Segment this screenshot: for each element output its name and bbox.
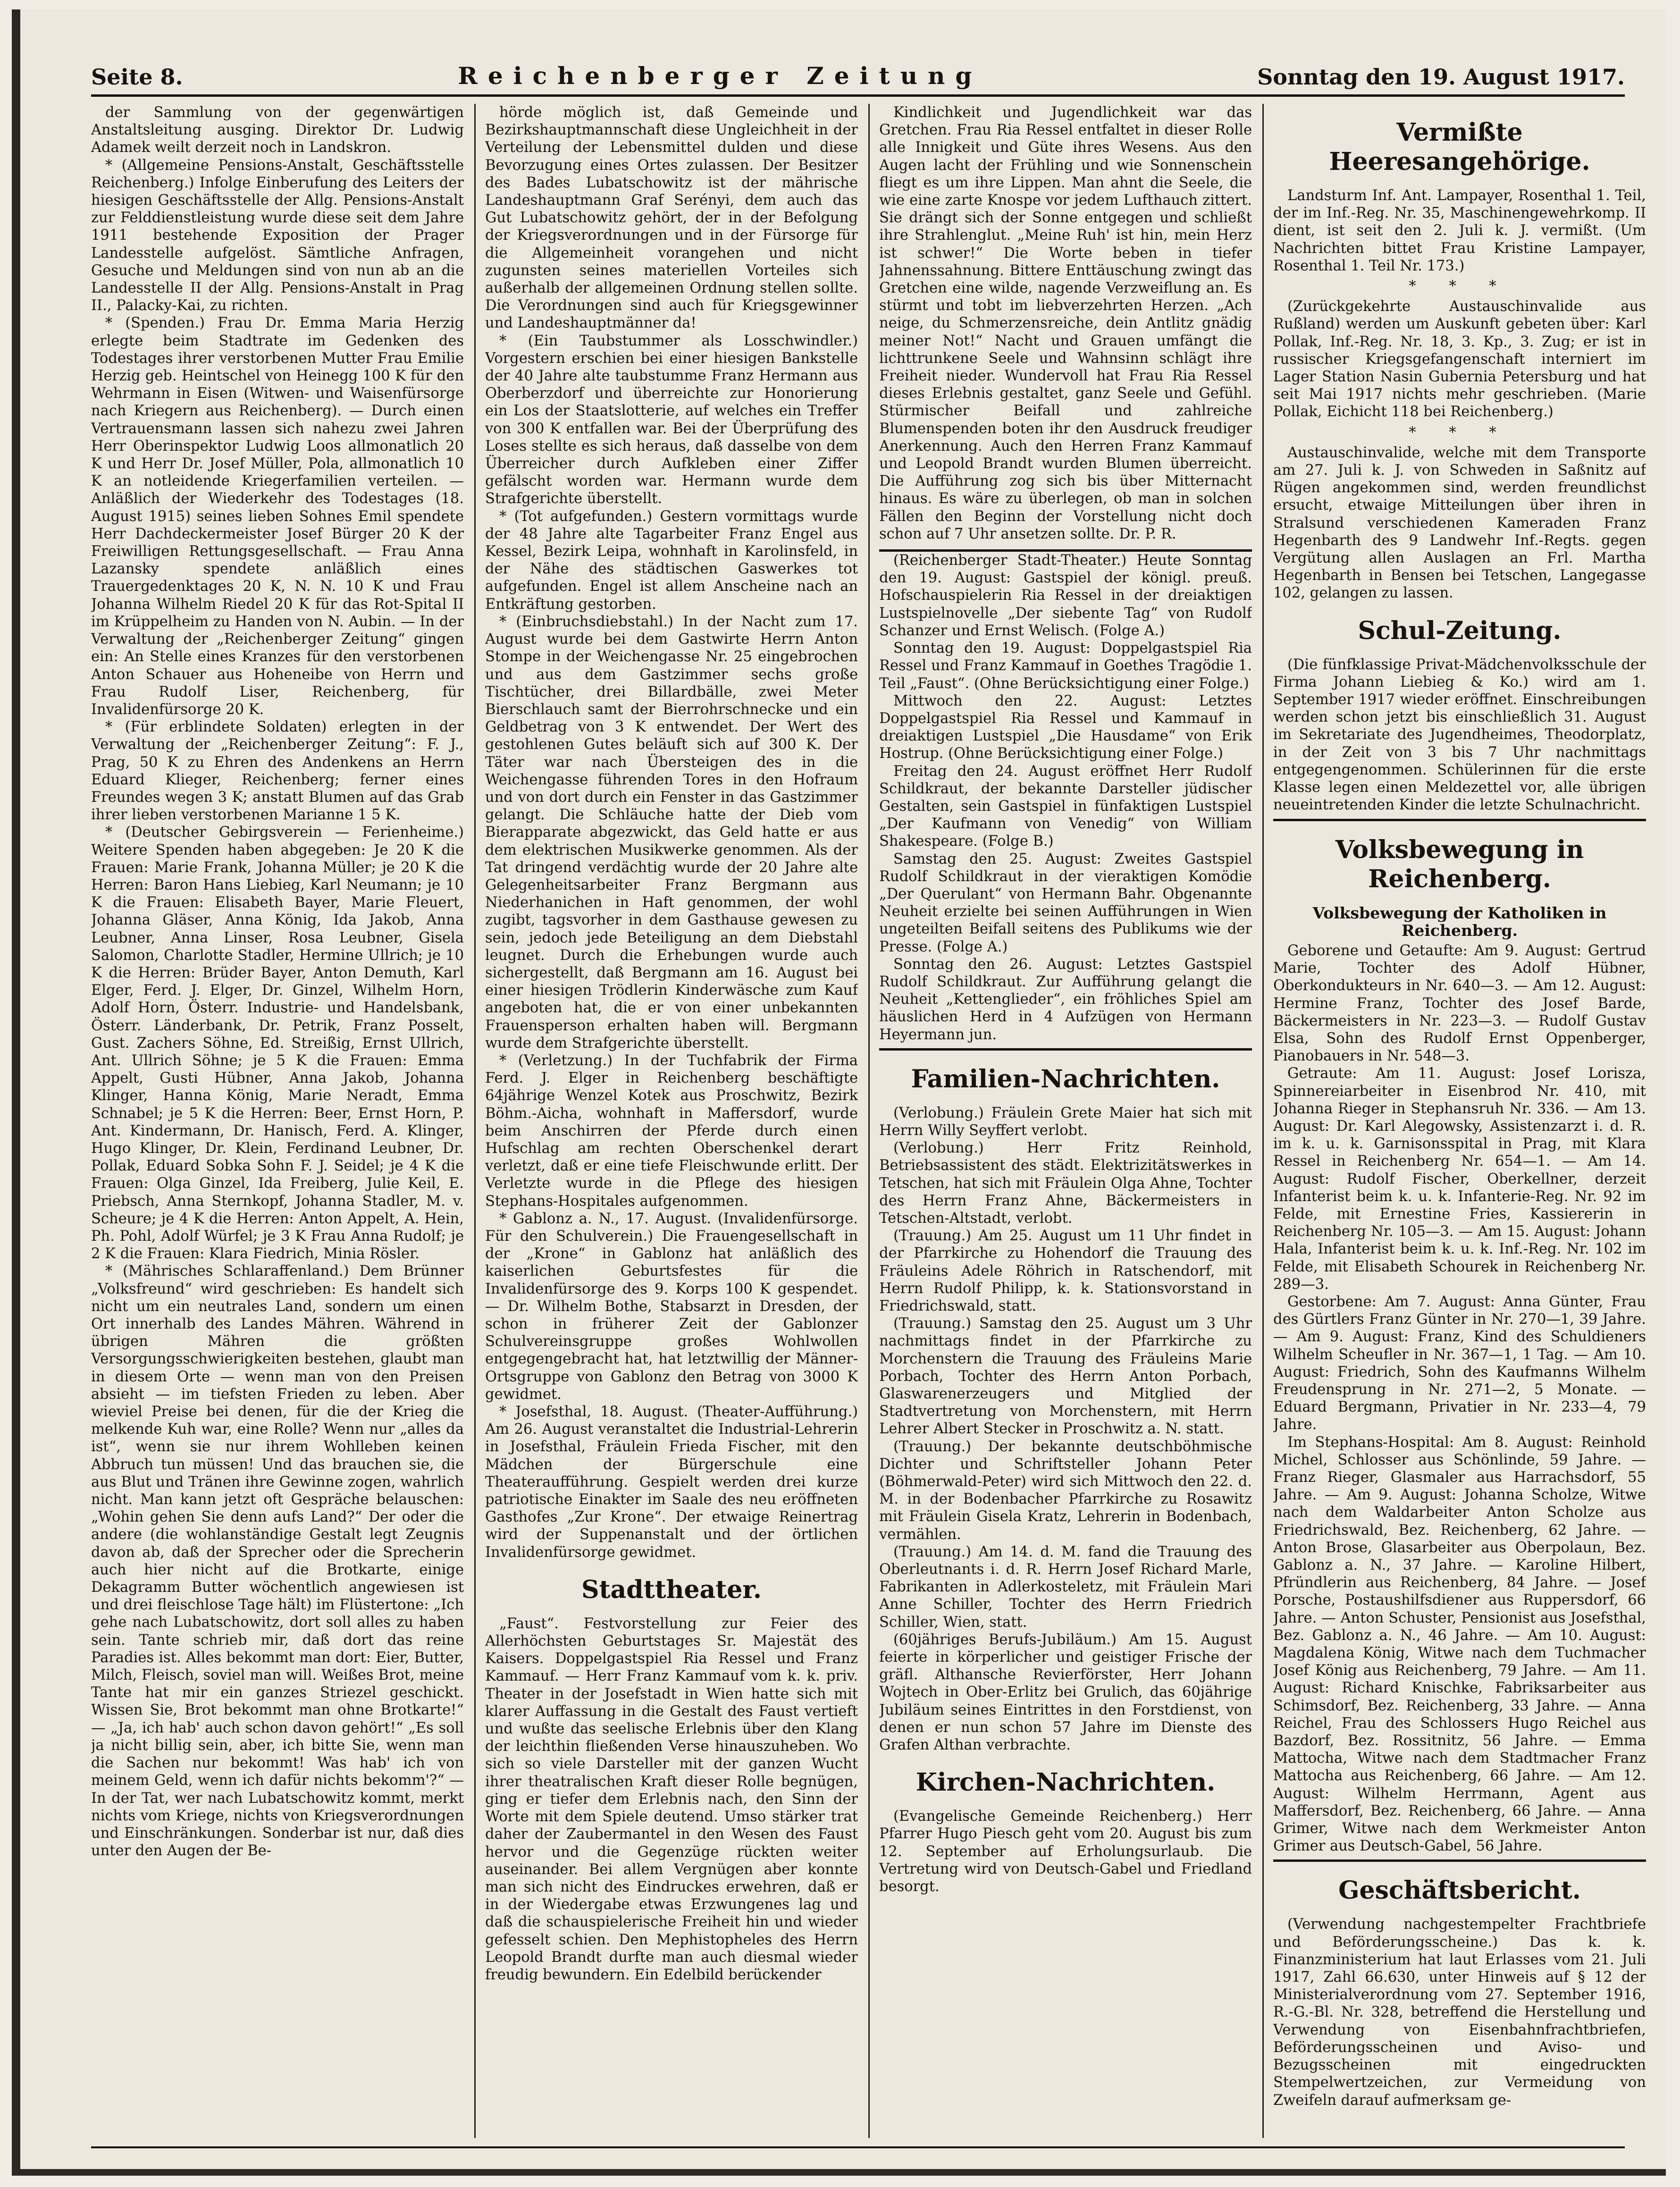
article-paragraph: Mittwoch den 22. August: Letztes Doppelgastspiel Ria Ressel und Kammauf in dreiaktigen Lustspiel „Die Hausdame“ von Erik Hostrup. (Ohne Berücksichtigung einer Folge.) bbox=[879, 692, 1252, 762]
section-heading: Familien-Nachrichten. bbox=[911, 1064, 1220, 1094]
article-paragraph: Austauschinvalide, welche mit dem Transporte am 27. Juli k. J. von Schweden in Saßnitz auf Rügen angekommen sind, werden freundlichst ersucht, etwaige Mitteilungen über ihren in Stralsund verschiedenen Kameraden Franz Hegenbarth des 9 Landwehr Inf.-Regts. gegen Vergütung allen Auslagen an Frl. Martha Hegenbarth in Bensen bei Tetschen, Langegasse 102, gelangen zu lassen. bbox=[1273, 444, 1646, 602]
article-paragraph: Im Stephans-Hospital: Am 8. August: Reinhold Michel, Schlosser aus Schönlinde, 59 Jahre. — Franz Rieger, Glasmaler aus Harrachsdorf, 55 Jahre. — Am 9. August: Johanna Scholze, Witwe nach dem Waldarbeiter Anton Scholze aus Friedrichswald, Bez. Reichenberg, 62 Jahre. — Anton Brose, Glasarbeiter aus Oberpolaun, Bez. Gablonz a. N., 37 Jahre. — Karoline Hilbert, Pfründlerin aus Reichenberg, 84 Jahre. — Josef Porsche, Postaushilfsdiener aus Ruppersdorf, 66 Jahre. — Anton Schuster, Pensionist aus Josefsthal, Bez. Gablonz a. N., 46 Jahre. — Am 10. August: Magdalena König, Witwe nach dem Tuchmacher Josef König aus Reichenberg, 79 Jahre. — Am 11. August: Richard Knischke, Fabriksarbeiter aus Schimsdorf, Bez. Reichenberg, 33 Jahre. — Anna Reichel, Frau des Schlossers Hugo Reichel aus Bazdorf, Bez. Rossitnitz, 56 Jahre. — Emma Mattocha, Witwe nach dem Stadtmacher Franz Mattocha aus Reichenberg, 66 Jahre. — Am 12. August: Wilhelm Herrmann, Agent aus Maffersdorf, Bez. Reichenberg, 66 Jahre. — Anna Grimer, Witwe nach dem Werkmeister Anton Grimer aus Deutsch-Gabel, 56 Jahre. bbox=[1273, 1434, 1646, 1862]
article-paragraph: (Verlobung.) Herr Fritz Reinhold, Betriebsassistent des städt. Elektrizitätswerkes in Tetschen, hat sich mit Fräulein Olga Ahne, Tochter des Herrn Franz Ahne, Bäckermeisters in Tetschen-Altstadt, verlobt. bbox=[879, 1140, 1252, 1227]
article-paragraph: „Faust“. Festvorstellung zur Feier des Allerhöchsten Geburtstages Sr. Majestät des Kaisers. Doppelgastspiel Ria Ressel und Franz Kammauf. — Herr Franz Kammauf vom k. k. priv. Theater in der Josefstadt in Wien hatte sich mit klarer Auffassung in die Gestalt des Faust vertieft und wußte das seelische Erlebnis über den Klang der leichthin fließenden Verse hinauszuheben. Wo sich so viele Darsteller mit der ganzen Wucht ihrer theatralischen Kraft dieser Rolle begnügen, ging er tiefer dem Erlebnis nach, den Sinn der Worte mit dem Spiele deutend. Umso stärker trat daher der Zaubermantel in den Wesen des Faust hervor und die Gegenzüge rückten weiter auseinander. Bei allem Vergnügen aber konnte man sich nicht des Eindruckes erwehren, daß er in der Wiedergabe etwas Erzwungenes lag und daß die schauspielerische Freiheit hin und wieder gefesselt schien. Den Mephistopheles des Herrn Leopold Brandt durfte man auch diesmal wieder freudig bewundern. Ein Edelbild berückender bbox=[485, 1615, 858, 1983]
article-paragraph: (Verlobung.) Fräulein Grete Maier hat sich mit Herrn Willy Seyffert verlobt. bbox=[879, 1104, 1252, 1139]
bottom-rule bbox=[91, 2146, 1625, 2148]
article-paragraph: * (Allgemeine Pensions-Anstalt, Geschäftsstelle Reichenberg.) Infolge Einberufung des Leiters der hiesigen Geschäftsstelle der Allg. Pensions-Anstalt zur Felddienstleistung wurde diese seit dem Jahre 1911 bestehende Exposition der Prager Landesstelle aufgelöst. Sämtliche Anfragen, Gesuche und Meldungen sind von nun ab an die Landesstelle II der Allg. Pensions-Anstalt in Prag II., Palacky-Kai, zu richten. bbox=[91, 157, 464, 314]
section-heading: Stadttheater. bbox=[581, 1575, 762, 1604]
article-paragraph: Sonntag den 26. August: Letztes Gastspiel Rudolf Schildkraut. Zur Aufführung gelangt die Neuheit „Kettenglieder“, ein fröhliches Spiel am häuslichen Herd in 4 Aufzügen von Hermann Heyermann jun. bbox=[879, 956, 1252, 1051]
article-paragraph: * (Deutscher Gebirgsverein — Ferienheime.) Weitere Spenden haben abgegeben: Je 20 K die Frauen: Marie Frank, Johanna Müller; je 20 K die Herren: Baron Hans Liebieg, Karl Neumann; je 10 K die Frauen: Elisabeth Bayer, Marie Fleuert, Johanna Gläser, Anna König, Ida Jakob, Anna Leubner, Anna Linser, Rosa Leubner, Gisela Salomon, Charlotte Stadler, Hermine Ullrich; je 10 K die Herren: Brüder Bayer, Anton Demuth, Karl Elger, Ferd. J. Elger, Dr. Ginzel, Wilhelm Horn, Adolf Horn, Österr. Industrie- und Handelsbank, Österr. Länderbank, Dr. Petrik, Franz Posselt, Gust. Zachers Söhne, Ed. Streißig, Ernst Ullrich, Ant. Ullrich Söhne; je 5 K die Frauen: Emma Appelt, Gusti Hübner, Anna Jakob, Johanna Klinger, Hanna König, Marie Neradt, Emma Schnabel; je 5 K die Herren: Beer, Ernst Horn, P. Ant. Kindermann, Dr. Hanisch, Ferd. A. Klinger, Hugo Klinger, Dr. Klein, Ferdinand Leubner, Dr. Pollak, Eduard Sobka Sohn F. J. Seidel; je 4 K die Frauen: Olga Ginzel, Ida Freiberg, Julie Keil, E. Priebsch, Anna Sternkopf, Johanna Stadler, M. v. Scheure; je 4 K die Herren: Anton Appelt, A. Hein, Ph. Pohl, Adolf Würfel; je 3 K Frau Anna Rudolf; je 2 K die Frauen: Klara Fiedrich, Minia Rösler. bbox=[91, 824, 464, 1262]
article-paragraph: * (Für erblindete Soldaten) erlegten in der Verwaltung der „Reichenberger Zeitung“: F. J., Prag, 50 K zu Ehren des Andenkens an Herrn Eduard Klieger, Reichenberg; ferner eines Freundes wegen 3 K; anstatt Blumen auf das Grab ihrer lieben verstorbenen Marianne 1 5 K. bbox=[91, 719, 464, 824]
article-paragraph: hörde möglich ist, daß Gemeinde und Bezirkshauptmannschaft diese Ungleichheit in der Verteilung der Lebensmittel dulden und diese Bevorzugung eines Ortes zulassen. Der Besitzer des Bades Lubatschowitz ist der mährische Landeshauptmann Graf Serényi, dem auch das Gut Lubatschowitz gehört, der in der Befolgung der Kriegsverordnungen und in der Fürsorge für die Allgemeinheit vorangehen und nicht zugunsten seines materiellen Vorteiles sich außerhalb der allgemeinen Ordnung stellen sollte. Die Verordnungen sind auch für Kriegsgewinner und Landeshauptmänner da! bbox=[485, 104, 858, 332]
article-paragraph: Freitag den 24. August eröffnet Herr Rudolf Schildkraut, der bekannte Darsteller jüdischer Gestalten, sein Gastspiel in fünfaktigen Lustspiel „Der Kaufmann von Venedig“ von William Shakespeare. (Folge B.) bbox=[879, 763, 1252, 850]
column-rule bbox=[868, 104, 870, 2138]
article-paragraph: Sonntag den 19. August: Doppelgastspiel Ria Ressel und Franz Kammauf in Goethes Tragödie 1. Teil „Faust“. (Ohne Berücksichtigung einer Folge.) bbox=[879, 640, 1252, 692]
column-1 bbox=[91, 104, 464, 2147]
separator-stars: * * * bbox=[1409, 278, 1511, 295]
article-paragraph: (Verwendung nachgestempelter Frachtbriefe und Beförderungsscheine.) Das k. k. Finanzministerium hat laut Erlasses vom 21. Juli 1917, Zahl 66.630, unter Hinweis auf § 12 der Ministerialverordnung vom 27. September 1916, R.-G.-Bl. Nr. 328, betreffend die Herstellung und Verwendung von Eisenbahnfrachtbriefen, Beförderungsscheinen und Aviso- und Bezugsscheinen mit eingedruckten Stempelwertzeichen, zur Vermeidung von Zweifeln darauf aufmerksam ge- bbox=[1273, 1916, 1646, 2109]
column-2 bbox=[485, 104, 858, 2147]
article-paragraph: Gestorbene: Am 7. August: Anna Günter, Frau des Gürtlers Franz Günter in Nr. 270—1, 39 Jahre. — Am 9. August: Franz, Kind des Schuldieners Wilhelm Scheufler in Nr. 367—1, 1 Tag. — Am 10. August: Friedrich, Sohn des Kaufmanns Wilhelm Freudensprung in Nr. 271—2, 5 Monate. — Eduard Bergmann, Privatier in Nr. 233—4, 79 Jahre. bbox=[1273, 1293, 1646, 1433]
page-header bbox=[91, 54, 1625, 97]
section-subheading: Volksbewegung der Katholiken in Reichenberg. bbox=[1312, 903, 1607, 940]
article-paragraph: (Evangelische Gemeinde Reichenberg.) Herr Pfarrer Hugo Piesch geht vom 20. August bis zum 12. September auf Erholungsurlaub. Die Vertretung wird von Deutsch-Gabel und Friedland besorgt. bbox=[879, 1808, 1252, 1895]
separator-stars: * * * bbox=[1409, 424, 1511, 441]
article-paragraph: * (Ein Taubstummer als Losschwindler.) Vorgestern erschien bei einer hiesigen Bankstelle der 40 Jahre alte taubstumme Franz Hermann aus Oberberzdorf und überreichte zur Honorierung ein Los der Staatslotterie, auf welches ein Treffer von 300 K entfallen war. Bei der Überprüfung des Loses stellte es sich heraus, daß dasselbe von dem Überreicher durch Aufkleben einer Ziffer gefälscht worden war. Hermann wurde dem Strafgerichte überstellt. bbox=[485, 332, 858, 507]
section-heading: Geschäftsbericht. bbox=[1338, 1876, 1581, 1905]
article-paragraph: * (Verletzung.) In der Tuchfabrik der Firma Ferd. J. Elger in Reichenberg beschäftigte 64jährige Wenzel Kotek aus Proschwitz, Bezirk Böhm.-Aicha, wohnhaft in Maffersdorf, wurde beim Anschirren der Pferde durch einen Hufschlag am rechten Oberschenkel derart verletzt, daß er eine tiefe Fleischwunde erlitt. Der Verletzte wurde in die Pflege des hiesigen Stephans-Hospitales aufgenommen. bbox=[485, 1052, 858, 1210]
column-3 bbox=[879, 104, 1252, 2147]
article-paragraph: * (Tot aufgefunden.) Gestern vormittags wurde der 48 Jahre alte Tagarbeiter Franz Engel aus Kessel, Bezirk Leipa, wohnhaft in Karolinsfeld, in der Nähe des städtischen Gaswerkes tot aufgefunden. Engel ist allem Anscheine nach an Entkräftung gestorben. bbox=[485, 508, 858, 613]
article-paragraph: (60jähriges Berufs-Jubiläum.) Am 15. August feierte in körperlicher und geistiger Frische der gräfl. Althansche Revierförster, Herr Johann Wojtech in Ober-Erlitz bei Grulich, das 60jährige Jubiläum seines Eintrittes in den Forstdienst, von denen er nun schon 57 Jahre im Dienste des Grafen Althan verbrachte. bbox=[879, 1631, 1252, 1754]
section-heading: Vermißte Heeresangehörige. bbox=[1329, 118, 1590, 176]
newspaper-page bbox=[12, 9, 1666, 2176]
section-heading: Kirchen-Nachrichten. bbox=[916, 1768, 1216, 1797]
page-number: Seite 8. bbox=[91, 64, 183, 90]
issue-date: Sonntag den 19. August 1917. bbox=[1257, 64, 1625, 90]
newspaper-title: Reichenberger Zeitung bbox=[458, 62, 983, 90]
article-paragraph: * (Einbruchsdiebstahl.) In der Nacht zum 17. August wurde bei dem Gastwirte Herrn Anton Stompe in der Weichengasse Nr. 25 eingebrochen und aus dem Gastzimmer sechs große Tischtücher, drei Billardbälle, zwei Meter Bierschlauch samt der Bierrohrschnecke und ein Geldbetrag von 3 K entwendet. Der Wert des gestohlenen Gutes beläuft sich auf 300 K. Der Täter war nach Übersteigen des in die Weichengasse führenden Tores in den Hofraum und von dort durch ein Fenster in das Gastzimmer gelangt. Die Schläuche hatte der Dieb vom Bierapparate abgezwickt, das Geld hatte er aus dem elektrischen Musikwerke genommen. Als der Tat dringend verdächtig wurde der 20 Jahre alte Gelegenheitsarbeiter Franz Bergmann aus Niederhanichen in Haft genommen, der wohl zugibt, tagsvorher in dem Gasthause gewesen zu sein, jedoch jede Beteiligung an dem Diebstahl leugnet. Durch die Erhebungen wurde auch sichergestellt, daß Bergmann am 16. August bei einer hiesigen Trödlerin Kinderwäsche zum Kauf angeboten hat, die er von einer unbekannten Frauensperson erhalten haben will. Bergmann wurde dem Strafgerichte überstellt. bbox=[485, 613, 858, 1051]
article-paragraph: (Zurückgekehrte Austauschinvalide aus Rußland) werden um Auskunft gebeten über: Karl Pollak, Inf.-Reg. Nr. 18, 3. Kp., 3. Zug; er ist in russischer Kriegsgefangenschaft interniert im Lager Station Nasin Gubernia Petersburg und hat seit Mai 1917 nichts mehr geschrieben. (Marie Pollak, Eichicht 118 bei Reichenberg.) bbox=[1273, 298, 1646, 421]
article-paragraph: * (Mährisches Schlaraffenland.) Dem Brünner „Volksfreund“ wird geschrieben: Es handelt sich nicht um ein neutrales Land, sondern um einen Ort innerhalb des Landes Mähren. Während in übrigen Mähren die größten Versorgungsschwierigkeiten bestehen, glaubt man in diesem Orte — wenn man von den Preisen absieht — im tiefsten Frieden zu leben. Aber wieviel Preise bei denen, für die der Krieg die melkende Kuh war, eine Rolle? Wenn nur „alles da ist“, wenn sie nur ihrem Wohlleben keinen Abbruch tun müssen! Und das brauchen sie, die aus Blut und Tränen ihre Gewinne zogen, wahrlich nicht. Man kann jetzt oft Gespräche belauschen: „Wohin gehen Sie denn aufs Land?“ Der oder die andere (die wohlanständige Gestalt legt Zeugnis davon ab, daß der Sprecher oder die Sprecherin auch hier nicht auf die Brotkarte, einige Dekagramm Butter wöchentlich angewiesen ist und drei fleischlose Tage hält) im Flüstertone: „Ich gehe nach Lubatschowitz, dort soll alles zu haben sein. Tante schrieb mir, daß dort das reine Paradies ist. Alles bekommt man dort: Eier, Butter, Milch, Fleisch, soviel man will. Weißes Brot, meine Tante hat mir ein ganzes Striezel geschickt. Wissen Sie, Brot bekommt man ohne Brotkarte!“ — „Ja, ich hab' auch schon davon gehört!“ „Es soll ja nicht billig sein, aber, ich bitte Sie, wenn man die Sachen nur bekommt! Was hab' ich von meinem Geld, wenn ich dafür nichts bekomm'?“ — In der Tat, wer nach Lubatschowitz kommt, merkt nichts vom Kriege, nichts von Kriegsverordnungen und Einschränkungen. Sonderbar ist nur, daß dies unter den Augen der Be- bbox=[91, 1263, 464, 1859]
section-heading: Volksbewegung in Reichenberg. bbox=[1335, 835, 1584, 893]
article-paragraph: (Trauung.) Am 25. August um 11 Uhr findet in der Pfarrkirche zu Hohendorf die Trauung des Fräuleins Adele Röhrich in Ratschendorf, mit Herrn Rudolf Philipp, k. k. Stationsvorstand in Friedrichswald, statt. bbox=[879, 1228, 1252, 1314]
article-paragraph: der Sammlung von der gegenwärtigen Anstaltsleitung ausging. Direktor Dr. Ludwig Adamek weilt derzeit noch in Landskron. bbox=[91, 104, 464, 156]
column-rule bbox=[474, 104, 476, 2138]
article-paragraph: * Gablonz a. N., 17. August. (Invalidenfürsorge. Für den Schulverein.) Die Frauengesellschaft in der „Krone“ in Gablonz hat anläßlich des kaiserlichen Geburtsfestes für die Invalidenfürsorge des 9. Korps 100 K gespendet. — Dr. Wilhelm Bothe, Stabsarzt in Dresden, der schon in früherer Zeit der Gablonzer Schulvereinsgruppe großes Wohlwollen entgegengebracht hat, hat letztwillig der Männer-Ortsgruppe von Gablonz den Betrag von 3000 K gewidmet. bbox=[485, 1210, 858, 1403]
article-paragraph: Kindlichkeit und Jugendlichkeit war das Gretchen. Frau Ria Ressel entfaltet in dieser Rolle alle Innigkeit und Güte ihres Wesens. Aus den Augen lacht der Frühling und wie Sonnenschein fliegt es um ihre Lippen. Man ahnt die Seele, die wie eine zarte Knospe vor jedem Lufthauch zittert. Sie drängt sich der Sonne entgegen und schließt ihre Strahlenglut. „Meine Ruh' ist hin, mein Herz ist schwer!“ Die Worte beben in tiefer Jahnenssahnung. Bittere Enttäuschung zwingt das Gretchen eine wilde, nagende Verzweiflung an. Es stürmt und tobt im liebverzehrten Herzen. „Ach neige, du Schmerzensreiche, dein Antlitz gnädig meiner Not!“ Nacht und Grauen umfängt die lichttrunkene Seele und Wahnsinn schlägt ihre Freiheit nieder. Wundervoll hat Frau Ria Ressel dieses Erlebnis gestaltet, ganz Seele und Gefühl. Stürmischer Beifall und zahlreiche Blumenspenden boten ihr den Ausdruck freudiger Anerkennung. Auch den Herren Franz Kammauf und Leopold Brandt wurden Blumen überreicht. Die Aufführung zog sich bis über Mitternacht hinaus. Es wäre zu überlegen, ob man in solchen Fällen den Beginn der Vorstellung nicht doch schon auf 7 Uhr ansetzen sollte. Dr. P. R. bbox=[879, 104, 1252, 542]
article-paragraph: * (Spenden.) Frau Dr. Emma Maria Herzig erlegte beim Stadtrate im Gedenken des Todestages ihrer verstorbenen Mutter Frau Emilie Herzig geb. Heintschel von Heinegg 100 K für den Wehrmann in Eisen (Witwen- und Waisenfürsorge nach Kriegern aus Reichenberg). — Durch einen Vertrauensmann lassen sich nahezu zwei Jahren Herr Oberinspektor Ludwig Loos allmonatlich 20 K und Herr Dr. Josef Müller, Pola, allmonatlich 10 K an notleidende Kriegerfamilien verteilen. — Anläßlich der Wiederkehr des Todestages (18. August 1915) seines lieben Sohnes Emil spendete Herr Dachdeckermeister Josef Bürger 20 K der Freiwilligen Rettungsgesellschaft. — Frau Anna Lazansky spendete anläßlich eines Trauergedenktages 20 K, N. N. 10 K und Frau Johanna Wilhelm Riedel 20 K für das Rot-Spital II im Krüppelheim zu Handen von N. Aubin. — In der Verwaltung der „Reichenberger Zeitung“ gingen ein: An Stelle eines Kranzes für den verstorbenen Anton Schauer aus Hoheneibe von Herrn und Frau Rudolf Liser, Reichenberg, für Invalidenfürsorge 20 K. bbox=[91, 315, 464, 718]
article-paragraph: Getraute: Am 11. August: Josef Lorisza, Spinnereiarbeiter in Eisenbrod Nr. 410, mit Johanna Rieger in Stephansruh Nr. 336. — Am 13. August: Dr. Karl Alegowsky, Assistenzarzt i. d. R. im k. u. k. Garnisonsspital in Prag, mit Klara Ressel in Reichenberg Nr. 654—1. — Am 14. August: Rudolf Fischer, Oberkellner, derzeit Infanterist beim k. u. k. Infanterie-Reg. Nr. 92 im Felde, mit Ernestine Fries, Kassiererin in Reichenberg Nr. 105—3. — Am 15. August: Johann Hala, Infanterist beim k. u. k. Inf.-Reg. Nr. 102 im Felde, mit Elisabeth Schourek in Reichenberg Nr. 289—3. bbox=[1273, 1065, 1646, 1293]
section-heading: Schul-Zeitung. bbox=[1358, 616, 1562, 645]
article-paragraph: (Trauung.) Der bekannte deutschböhmische Dichter und Schriftsteller Johann Peter (Böhmerwald-Peter) wird sich Mittwoch den 22. d. M. in der Bodenbacher Pfarrkirche zu Rosawitz mit Fräulein Gisela Kratz, Lehrerin in Bodenbach, vermählen. bbox=[879, 1438, 1252, 1543]
article-paragraph: Geborene und Getaufte: Am 9. August: Gertrud Marie, Tochter des Adolf Hübner, Oberkondukteurs in Nr. 640—3. — Am 12. August: Hermine Franz, Tochter des Josef Barde, Bäckermeisters in Nr. 223—3. — Rudolf Gustav Elsa, Sohn des Rudolf Ernst Oppenberger, Pianobauers in Nr. 548—3. bbox=[1273, 942, 1646, 1065]
article-paragraph: (Trauung.) Samstag den 25. August um 3 Uhr nachmittags findet in der Pfarrkirche zu Morchenstern die Trauung des Fräuleins Marie Porbach, Tochter des Herrn Anton Porbach, Glaswarenerzeugers und Mitglied der Stadtvertretung von Morchenstern, mit Herrn Lehrer Albert Stecker in Proschwitz a. N. statt. bbox=[879, 1315, 1252, 1438]
column-4 bbox=[1273, 104, 1646, 2147]
column-rule bbox=[1262, 104, 1264, 2138]
article-paragraph: * Josefsthal, 18. August. (Theater-Aufführung.) Am 26. August veranstaltet die Industrial-Lehrerin in Josefsthal, Fräulein Frieda Fischer, mit den Mädchen der Bürgerschule eine Theateraufführung. Gespielt werden drei kurze patriotische Einakter im Saale des neu eröffneten Gasthofes „Zur Krone“. Der etwaige Reinertrag wird der Suppenanstalt und der örtlichen Invalidenfürsorge gewidmet. bbox=[485, 1404, 858, 1561]
article-paragraph: (Reichenberger Stadt-Theater.) Heute Sonntag den 19. August: Gastspiel der königl. preuß. Hofschauspielerin Ria Ressel in der dreiaktigen Lustspielnovelle „Der siebente Tag“ von Rudolf Schanzer und Ernst Welisch. (Folge A.) bbox=[879, 549, 1252, 639]
article-paragraph: (Trauung.) Am 14. d. M. fand die Trauung des Oberleutnants i. d. R. Herrn Josef Richard Marle, Fabrikanten in Adlerkosteletz, mit Fräulein Mari Anne Schiller, Tochter des Herrn Friedrich Schiller, Wien, statt. bbox=[879, 1543, 1252, 1631]
article-paragraph: Samstag den 25. August: Zweites Gastspiel Rudolf Schildkraut in der vieraktigen Komödie „Der Querulant“ von Hermann Bahr. Obgenannte Neuheit erzielte bei seinen Aufführungen in Wien ungeteilten Beifall seitens des Publikums wie der Presse. (Folge A.) bbox=[879, 850, 1252, 955]
article-paragraph: Landsturm Inf. Ant. Lampayer, Rosenthal 1. Teil, der im Inf.-Reg. Nr. 35, Maschinengewehrkomp. II dient, ist seit den 2. Juli k. J. vermißt. (Um Nachrichten bittet Frau Kristine Lampayer, Rosenthal 1. Teil Nr. 173.) bbox=[1273, 187, 1646, 274]
article-paragraph: (Die fünfklassige Privat-Mädchenvolksschule der Firma Johann Liebieg & Ko.) wird am 1. September 1917 wieder eröffnet. Einschreibungen werden schon jetzt bis einschließlich 31. August im Sekretariate des Jugendheimes, Theodorplatz, in der Zeit von 3 bis 7 Uhr nachmittags entgegengenommen. Schülerinnen für die erste Klasse legen einen Meldezettel vor, alle übrigen neueintretenden Kinder die letzte Schulnachricht. bbox=[1273, 656, 1646, 821]
